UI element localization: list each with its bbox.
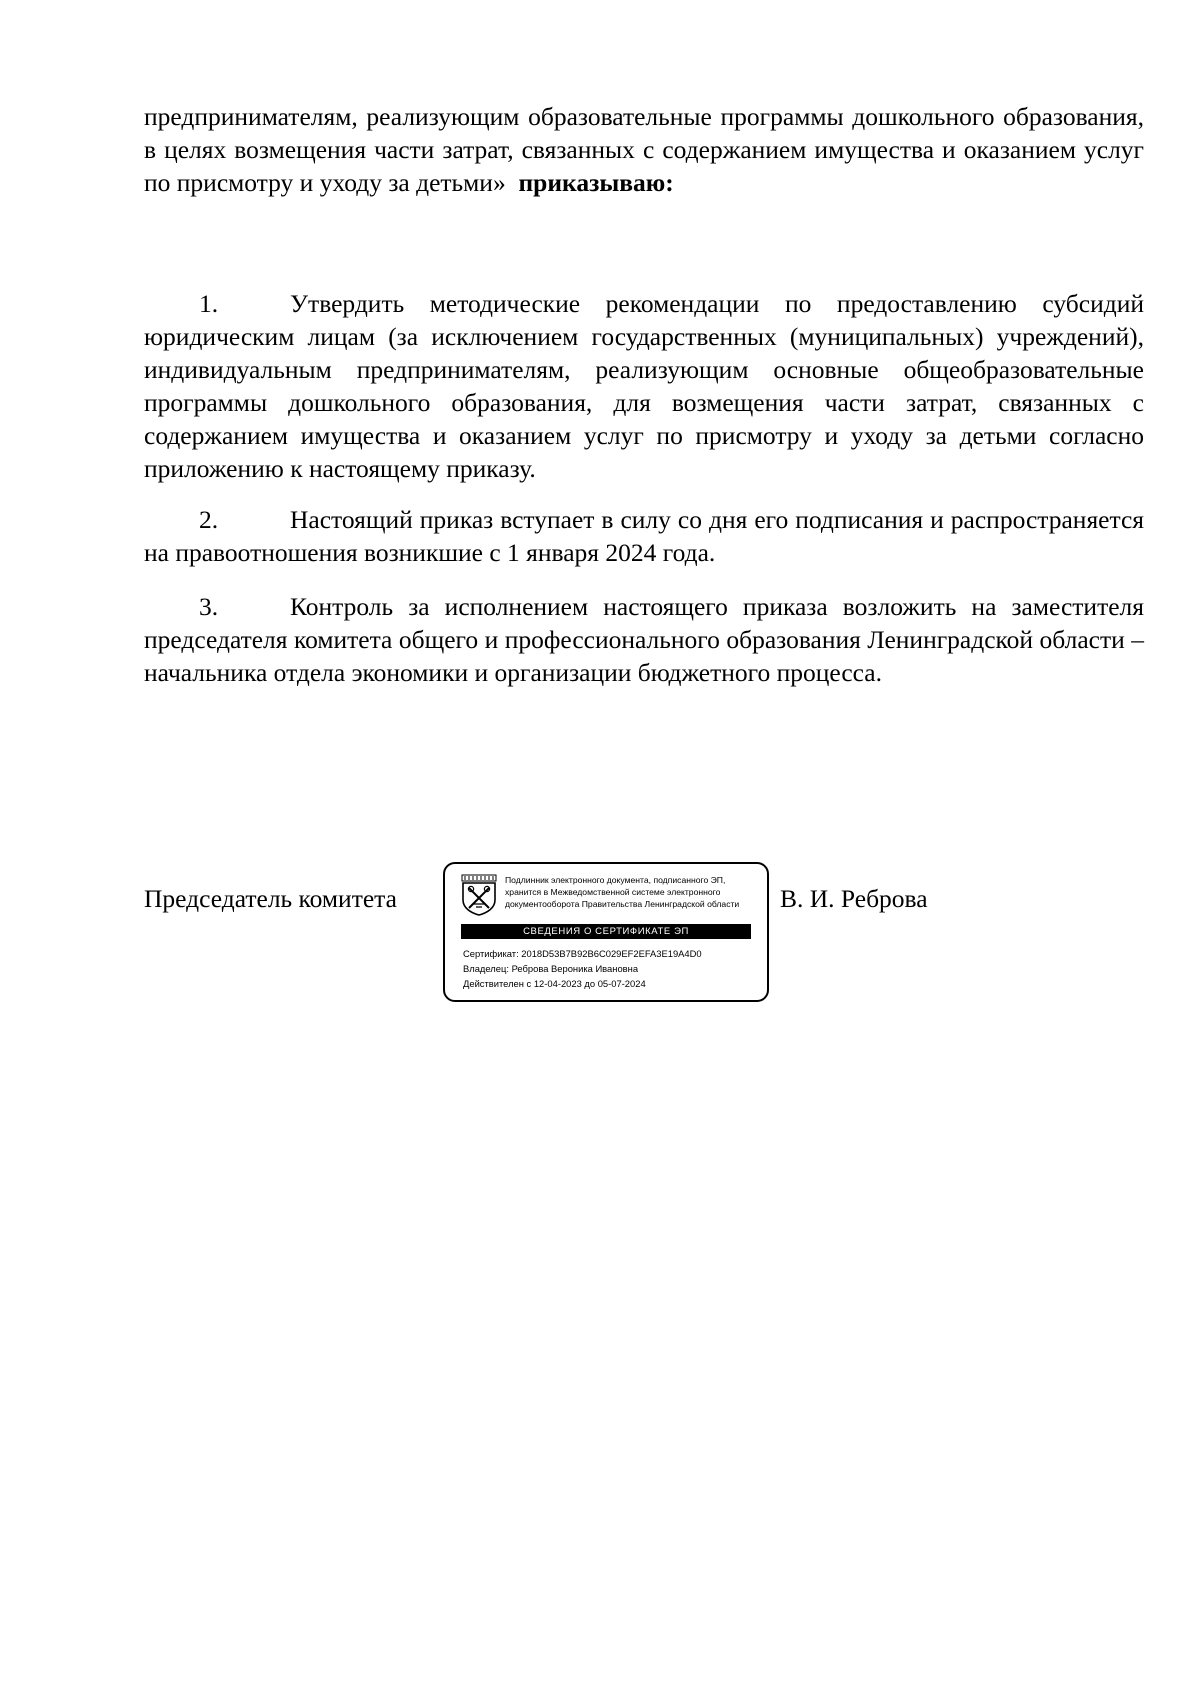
signatory-position: Председатель комитета [144, 884, 397, 913]
intro-text: предпринимателям, реализующим образовательные программы дошкольного образования, в целях возмещения части затрат, связанных с содержанием имущества и оказанием услуг по присмотру и уходу за детьми» [144, 102, 1144, 197]
signatory-name: В. И. Реброва [780, 884, 928, 913]
stamp-certificate-details [463, 946, 759, 991]
intro-paragraph [144, 100, 1144, 199]
order-item-1 [144, 287, 1144, 485]
order-item-text: Настоящий приказ вступает в силу со дня его подписания и распространяется на правоотношения возникшие с 1 января 2024 года. [144, 505, 1144, 567]
order-item-number: 1. [199, 289, 219, 318]
order-item-text: Утвердить методические рекомендации по предоставлению субсидий юридическим лицам (за исключением государственных (муниципальных) учреждений), индивидуальным предпринимателям, реализующим основные общеобразовательные программы дошкольного образования, для возмещения части затрат, связанных с содержанием имущества и оказанием услуг по присмотру и уходу за детьми согласно приложению к настоящему приказу. [144, 289, 1144, 483]
order-item-number: 2. [199, 505, 219, 534]
coat-of-arms-icon [461, 874, 497, 916]
stamp-certificate-number: Сертификат: 2018D53B7B92B6C029EF2EFA3E19A4D0 [463, 948, 702, 959]
stamp-certificate-bar: СВЕДЕНИЯ О СЕРТИФИКАТЕ ЭП [461, 924, 751, 939]
stamp-header-line: документооборота Правительства Ленинградской области [505, 899, 740, 909]
stamp-header-line: Подлинник электронного документа, подписанного ЭП, [505, 875, 726, 885]
intro-order-word: приказываю: [518, 168, 674, 197]
stamp-header-line: хранится в Межведомственной системе электронного [505, 887, 721, 897]
stamp-certificate-owner: Владелец: Реброва Вероника Ивановна [463, 963, 639, 974]
order-item-number: 3. [199, 592, 219, 621]
order-item-text: Контроль за исполнением настоящего приказа возложить на заместителя председателя комитета общего и профессионального образования Ленинградской области – начальника отдела экономики и организации бюджетного процесса. [144, 592, 1144, 687]
electronic-signature-stamp [443, 862, 769, 1002]
stamp-header [505, 874, 763, 910]
stamp-certificate-validity: Действителен с 12-04-2023 до 05-07-2024 [463, 978, 646, 989]
order-item-2 [144, 503, 1144, 569]
order-item-3 [144, 590, 1144, 689]
